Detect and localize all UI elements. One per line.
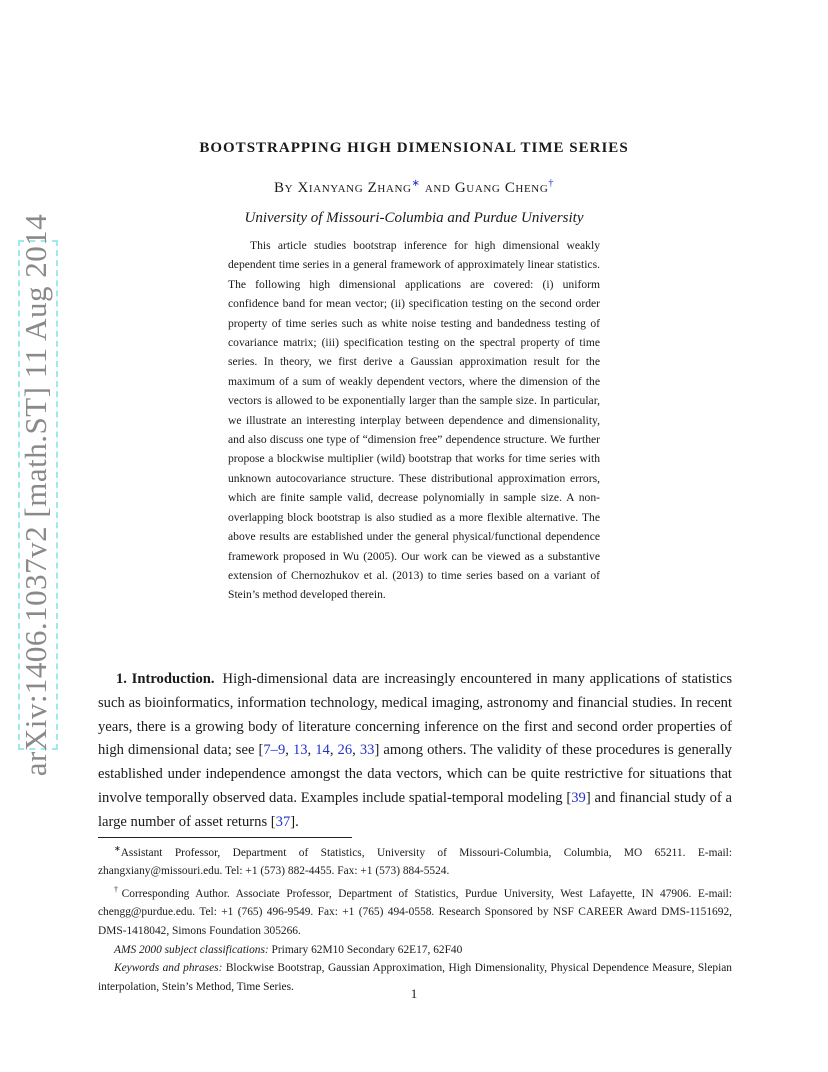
affiliation: University of Missouri-Columbia and Purdue University bbox=[244, 210, 584, 226]
introduction-paragraph bbox=[98, 668, 732, 835]
footnote-2 bbox=[98, 881, 732, 941]
citation-link[interactable]: 39 bbox=[571, 789, 586, 806]
intro-text: ]. bbox=[290, 813, 299, 830]
citation-link[interactable]: 13 bbox=[292, 742, 308, 759]
ams-classification bbox=[98, 941, 732, 960]
footnote-link-2[interactable]: † bbox=[548, 178, 554, 189]
author-line bbox=[0, 178, 828, 197]
citation-link[interactable]: 26 bbox=[337, 742, 353, 759]
author-cheng: Guang Cheng bbox=[454, 180, 549, 196]
ams-label: AMS 2000 subject classifications: bbox=[114, 943, 269, 956]
intro-sep: , bbox=[329, 742, 338, 759]
ams-text: Primary 62M10 Secondary 62E17, 62F40 bbox=[268, 943, 463, 956]
by-label: By bbox=[274, 180, 298, 196]
citation-link[interactable]: 7–9 bbox=[263, 742, 286, 759]
citation-link[interactable]: 14 bbox=[315, 742, 330, 759]
footnote-1 bbox=[98, 840, 732, 881]
footnotes bbox=[98, 840, 732, 996]
section-heading: 1. Introduction. bbox=[116, 671, 215, 687]
citation-link[interactable]: 37 bbox=[275, 813, 291, 830]
footnote-rule bbox=[98, 837, 352, 838]
abstract: This article studies bootstrap inference for high dimensional weakly dependent time series in a general framework of approximately linear statistics. The following high dimensional applications are covered: (i) uniform confidence band for mean vector; (ii) specification testing on the second order property of time series such as white noise testing and bandedness testing of covariance matrix; (iii) specification testing on the spectral property of time series. In theory, we first derive a Gaussian approximation result for the maximum of a sum of weakly dependent vectors, where the dimension of the vectors is allowed to be exponentially larger than the sample size. In particular, we illustrate an interesting interplay between dependence and dimensionality, and also discuss one type of “dimension free” dependence structure. We further propose a blockwise multiplier (wild) bootstrap that works for time series with unknown autocovariance structure. These distributional approximation errors, which are finite sample valid, decrease polynomially in sample size. A non-overlapping block bootstrap is also studied as a more flexible alternative. The above results are established under the general physical/functional dependence framework proposed in Wu (2005). Our work can be viewed as a substantive extension of Chernozhukov et al. (2013) to time series based on a variant of Stein’s method developed therein. bbox=[228, 239, 600, 602]
intro-sep: , bbox=[307, 742, 316, 759]
and-label: and bbox=[420, 180, 455, 196]
footnote-text: Corresponding Author. Associate Professor, Department of Statistics, Purdue University, West Lafayette, IN 47906. E-mail: chengg@purdue.edu. Tel: +1 (765) 496-9549. Fax: +1 (765) 494-0558. Research Sponsored by NSF CAREER Award DMS-1151692, DMS-1418042, Simons Foundation 305266. bbox=[98, 887, 733, 937]
author-zhang: Xianyang Zhang bbox=[297, 180, 412, 196]
intro-text: ] and financial study of a large number of asset returns [ bbox=[98, 789, 732, 830]
footnote-mark: † bbox=[114, 884, 122, 894]
keywords-text: Blockwise Bootstrap, Gaussian Approximation, High Dimensionality, Physical Dependence Measure, Slepian interpolation, Stein’s Method, Time Series. bbox=[98, 962, 732, 993]
keywords-label: Keywords and phrases: bbox=[114, 962, 223, 975]
intro-text: ] among others. The validity of these procedures is generally established under independence amongst the data vectors, which can be quite restrictive for situations that involve temporally observed data. Examples include spatial-temporal modeling [ bbox=[98, 742, 733, 806]
footnote-link-1[interactable]: ∗ bbox=[411, 178, 421, 189]
intro-sep: , bbox=[285, 742, 293, 759]
intro-text: High-dimensional data are increasingly encountered in many applications of statistics such as bioinformatics, information technology, medical imaging, astronomy and financial studies. In recent years, there is a growing body of literature concerning inference on the first and second order properties of high dimensional data; see [ bbox=[98, 671, 733, 759]
footnote-mark: ∗ bbox=[114, 844, 121, 853]
intro-sep: , bbox=[352, 742, 360, 759]
citation-link[interactable]: 33 bbox=[359, 742, 375, 759]
page-number: 1 bbox=[410, 986, 418, 1001]
footnote-text: Assistant Professor, Department of Statistics, University of Missouri-Columbia, Columbia, MO 65211. E-mail: zhangxiany@missouri.edu. Tel: +1 (573) 882-4455. Fax: +1 (573) 884-5524. bbox=[98, 846, 732, 878]
arxiv-stamp[interactable]: arXiv:1406.1037v2 [math.ST] 11 Aug 2014 bbox=[18, 213, 53, 777]
paper-title: BOOTSTRAPPING HIGH DIMENSIONAL TIME SERIES bbox=[199, 140, 629, 156]
